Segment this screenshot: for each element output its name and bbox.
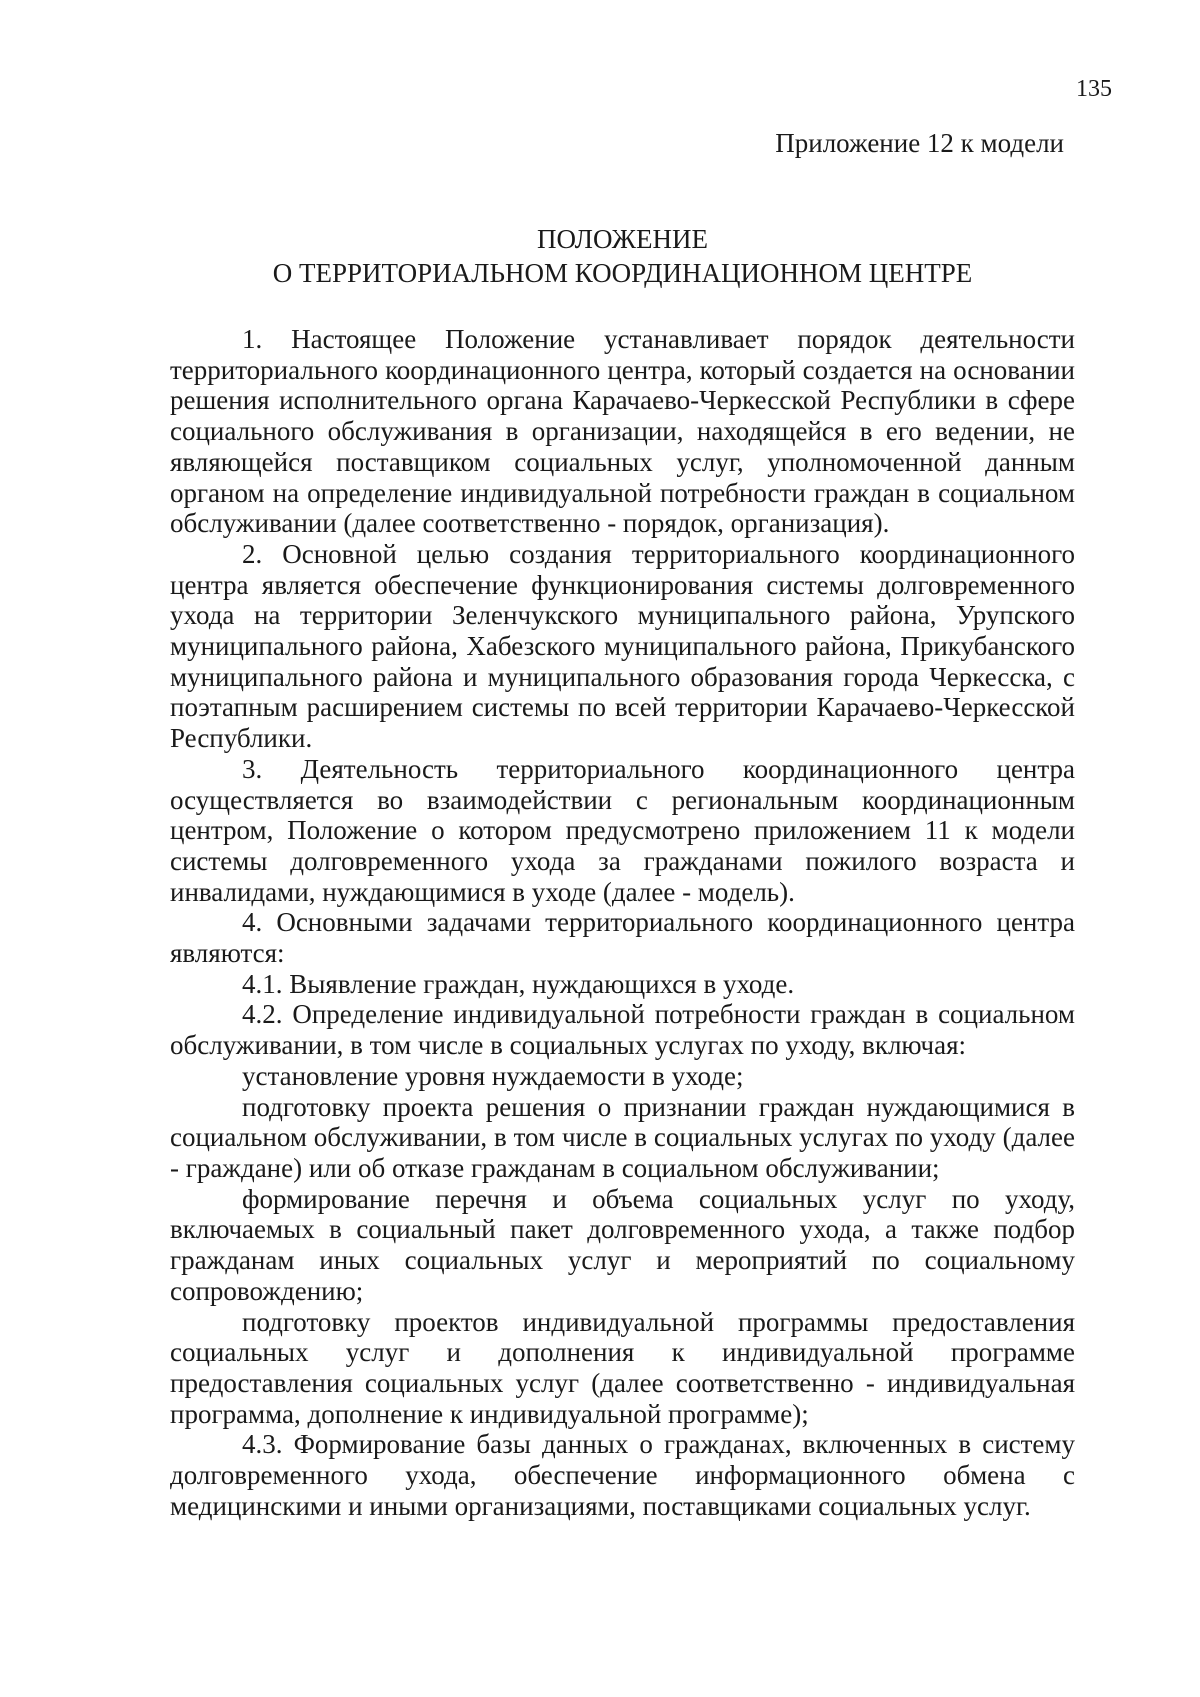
paragraph-4: 4. Основными задачами территориального координационного центра являются: — [170, 907, 1075, 969]
paragraph-4-2-item-1: установление уровня нуждаемости в уходе; — [242, 1060, 744, 1091]
paragraph-4-2-item-4: подготовку проектов индивидуальной программы предоставления социальных услуг и дополнения к индивидуальной программе предоставления социальных услуг (далее соответственно - индивидуальная программа, дополнение к индивидуальной программе); — [170, 1306, 1075, 1429]
paragraph-1: 1. Настоящее Положение устанавливает порядок деятельности территориального координационного центра, который создается на основании решения исполнительного органа Карачаево-Черкесской Республики в сфере социального обслуживания в организации, находящейся в его ведении, не являющейся поставщиком социальных услуг, уполномоченной данным органом на определение индивидуальной потребности граждан в социальном обслуживании (далее соответственно - порядок, организация). — [170, 324, 1075, 539]
paragraph-4-2: 4.2. Определение индивидуальной потребности граждан в социальном обслуживании, в том числе в социальных услугах по уходу, включая: — [170, 999, 1075, 1061]
paragraph-4-2-item-2: подготовку проекта решения о признании граждан нуждающимися в социальном обслуживании, в том числе в социальных услугах по уходу (далее - граждане) или об отказе гражданам в социальном обслуживании; — [170, 1091, 1075, 1183]
document-body — [170, 324, 1075, 1521]
paragraph-4-3: 4.3. Формирование базы данных о гражданах, включенных в систему долговременного ухода, обеспечение информационного обмена с медицинскими и иными организациями, поставщиками социальных услуг. — [170, 1429, 1075, 1521]
appendix-reference: Приложение 12 к модели — [775, 128, 1064, 158]
paragraph-2: 2. Основной целью создания территориального координационного центра является обеспечение функционирования системы долговременного ухода на территории Зеленчукского муниципального района, Урупского муниципального района, Хабезского муниципального района, Прикубанского муниципального района и муниципального образования города Черкесска, с поэтапным расширением системы по всей территории Карачаево-Черкесской Республики. — [170, 538, 1075, 754]
title-line-2: О ТЕРРИТОРИАЛЬНОМ КООРДИНАЦИОННОМ ЦЕНТРЕ — [272, 258, 973, 288]
document-title — [170, 222, 1075, 290]
paragraph-4-1: 4.1. Выявление граждан, нуждающихся в уходе. — [242, 968, 795, 999]
title-line-1: ПОЛОЖЕНИЕ — [537, 224, 708, 254]
page-number: 135 — [1076, 76, 1112, 102]
paragraph-3: 3. Деятельность территориального координационного центра осуществляется во взаимодействии с региональным координационным центром, Положение о котором предусмотрено приложением 11 к модели системы долговременного ухода за гражданами пожилого возраста и инвалидами, нуждающимися в уходе (далее - модель). — [170, 753, 1075, 907]
paragraph-4-2-item-3: формирование перечня и объема социальных услуг по уходу, включаемых в социальный пакет долговременного ухода, а также подбор гражданам иных социальных услуг и мероприятий по социальному сопровождению; — [170, 1183, 1075, 1306]
